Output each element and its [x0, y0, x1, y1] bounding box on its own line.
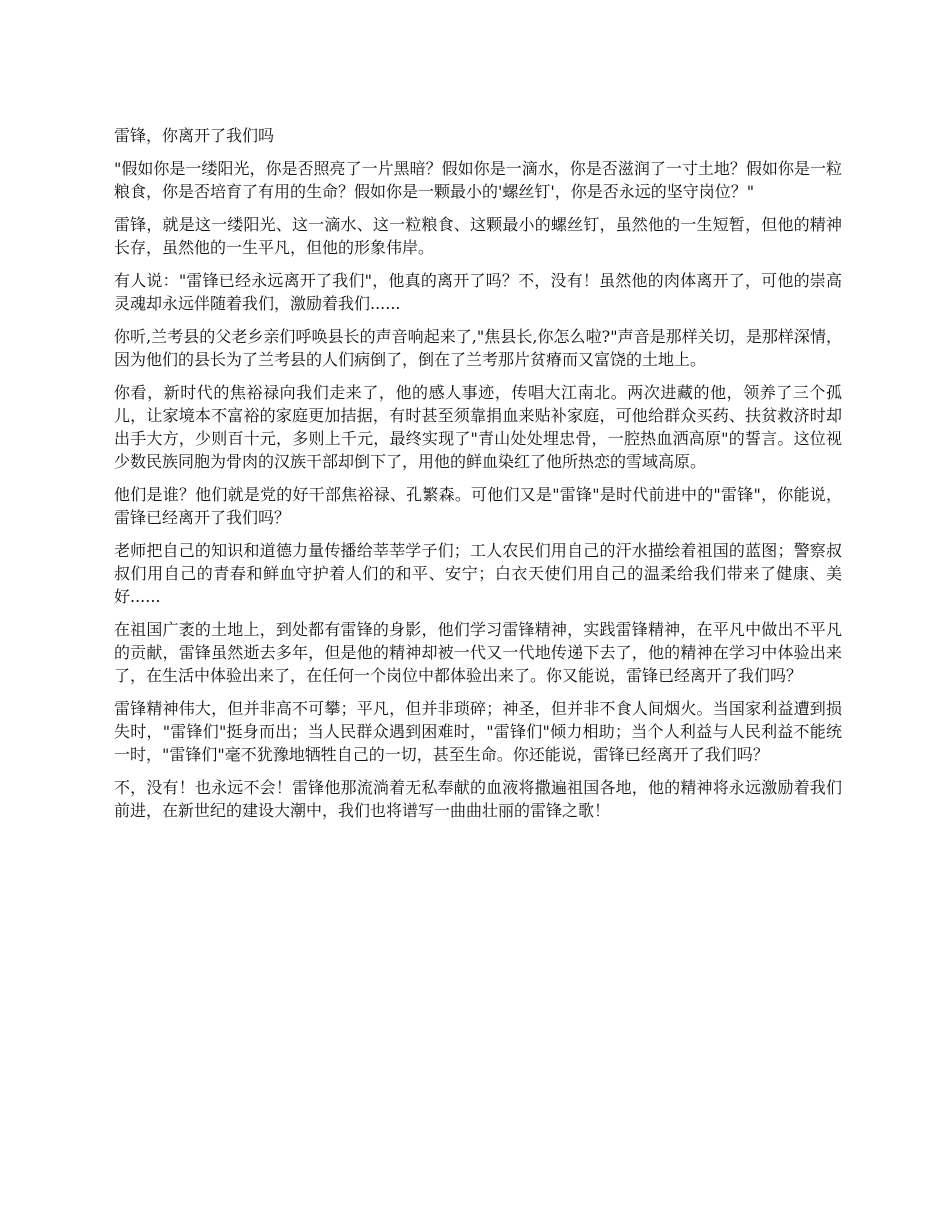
paragraph-6: 他们是谁？他们就是党的好干部焦裕禄、孔繁森。可他们又是"雷锋"是时代前进中的"雷锋"，你能说，雷锋已经离开了我们吗？ [114, 485, 842, 527]
document-title: 雷锋，你离开了我们吗 [114, 126, 275, 145]
paragraph-10: 不，没有！也永远不会！雷锋他那流淌着无私奉献的血液将撒遍祖国各地，他的精神将永远激励着我们前进，在新世纪的建设大潮中，我们也将谱写一曲曲壮丽的雷锋之歌！ [114, 778, 842, 820]
paragraph-7: 老师把自己的知识和道德力量传播给莘莘学子们；工人农民们用自己的汗水描绘着祖国的蓝图；警察叔叔们用自己的青春和鲜血守护着人们的和平、安宁；白衣天使们用自己的温柔给我们带来了健康、美好...... [114, 541, 842, 606]
paragraph-4: 你听,兰考县的父老乡亲们呼唤县长的声音响起来了,"焦县长,你怎么啦?"声音是那样关切，是那样深情，因为他们的县长为了兰考县的人们病倒了，倒在了兰考那片贫瘠而又富饶的土地上。 [114, 327, 842, 369]
paragraph-8: 在祖国广袤的土地上，到处都有雷锋的身影，他们学习雷锋精神，实践雷锋精神，在平凡中做出不平凡的贡献，雷锋虽然逝去多年，但是他的精神却被一代又一代地传递下去了，他的精神在学习中体验出来了，在生活中体验出来了，在任何一个岗位中都体验出来了。你又能说，雷锋已经离开了我们吗？ [114, 620, 842, 685]
paragraph-3: 有人说："雷锋已经永远离开了我们"，他真的离开了吗？不，没有！虽然他的肉体离开了，可他的崇高灵魂却永远伴随着我们，激励着我们...... [114, 271, 842, 313]
paragraph-2: 雷锋，就是这一缕阳光、这一滴水、这一粒粮食、这颗最小的螺丝钉，虽然他的一生短暂，但他的精神长存，虽然他的一生平凡，但他的形象伟岸。 [114, 215, 842, 257]
paragraph-1: "假如你是一缕阳光，你是否照亮了一片黑暗？假如你是一滴水，你是否滋润了一寸土地？假如你是一粒粮食，你是否培育了有用的生命？假如你是一颗最小的'螺丝钉'，你是否永远的坚守岗位？" [114, 159, 842, 201]
document-body [114, 124, 842, 832]
paragraph-5: 你看，新时代的焦裕禄向我们走来了，他的感人事迹，传唱大江南北。两次进藏的他，领养了三个孤儿，让家境本不富裕的家庭更加拮据，有时甚至须靠捐血来贴补家庭，可他给群众买药、扶贫救济时却出手大方，少则百十元，多则上千元，最终实现了"青山处处埋忠骨，一腔热血洒高原"的誓言。这位视少数民族同胞为骨肉的汉族干部却倒下了，用他的鲜血染红了他所热恋的雪域高原。 [114, 383, 842, 471]
paragraph-9: 雷锋精神伟大，但并非高不可攀；平凡，但并非琐碎；神圣，但并非不食人间烟火。当国家利益遭到损失时，"雷锋们"挺身而出；当人民群众遇到困难时，"雷锋们"倾力相助；当个人利益与人民利益不能统一时，"雷锋们"毫不犹豫地牺牲自己的一切，甚至生命。你还能说，雷锋已经离开了我们吗？ [114, 699, 842, 764]
